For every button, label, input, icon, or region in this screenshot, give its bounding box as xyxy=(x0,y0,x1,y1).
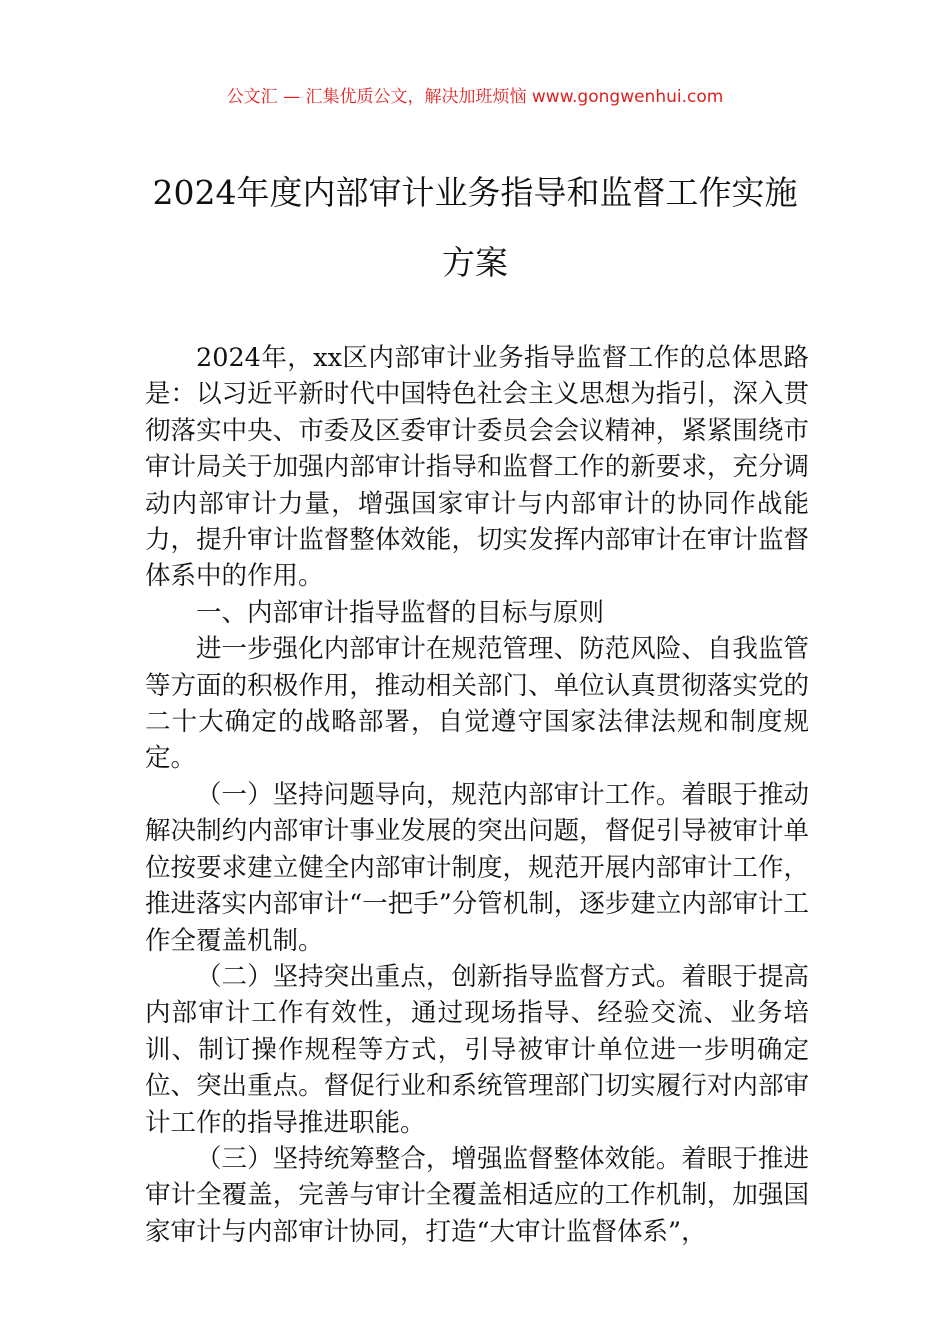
paragraph-overview: 2024年，xx区内部审计业务指导监督工作的总体思路是：以习近平新时代中国特色社会主义思想为指引，深入贯彻落实中央、市委及区委审计委员会会议精神，紧紧围绕市审计局关于加强内部审计指导和监督工作的新要求，充分调动内部审计力量，增强国家审计与内部审计的协同作战能力，提升审计监督整体效能，切实发挥内部审计在审计监督体系中的作用。 xyxy=(145,343,809,592)
paragraph-principle-1: （一）坚持问题导向，规范内部审计工作。着眼于推动解决制约内部审计事业发展的突出问题，督促引导被审计单位按要求建立健全内部审计制度，规范开展内部审计工作，推进落实内部审计“一把手”分管机制，逐步建立内部审计工作全覆盖机制。 xyxy=(145,779,809,956)
paragraph-principle-2: （二）坚持突出重点，创新指导监督方式。着眼于提高内部审计工作有效性，通过现场指导、经验交流、业务培训、制订操作规程等方式，引导被审计单位进一步明确定位、突出重点。督促行业和系统管理部门切实履行对内部审计工作的指导推进职能。 xyxy=(145,961,809,1138)
paragraph-principle-3: （三）坚持统筹整合，增强监督整体效能。着眼于推进审计全覆盖，完善与审计全覆盖相适应的工作机制，加强国家审计与内部审计协同，打造“大审计监督体系”， xyxy=(145,1143,809,1247)
paragraph-goals: 进一步强化内部审计在规范管理、防范风险、自我监管等方面的积极作用，推动相关部门、单位认真贯彻落实党的二十大确定的战略部署，自觉遵守国家法律法规和制度规定。 xyxy=(145,634,809,774)
section-heading-1: 一、内部审计指导监督的目标与原则 xyxy=(196,597,605,628)
document-title: 2024年度内部审计业务指导和监督工作实施方案 xyxy=(152,173,798,282)
site-banner: 公文汇 — 汇集优质公文，解决加班烦恼 www.gongwenhui.com xyxy=(226,87,724,107)
document-body xyxy=(145,340,809,1250)
